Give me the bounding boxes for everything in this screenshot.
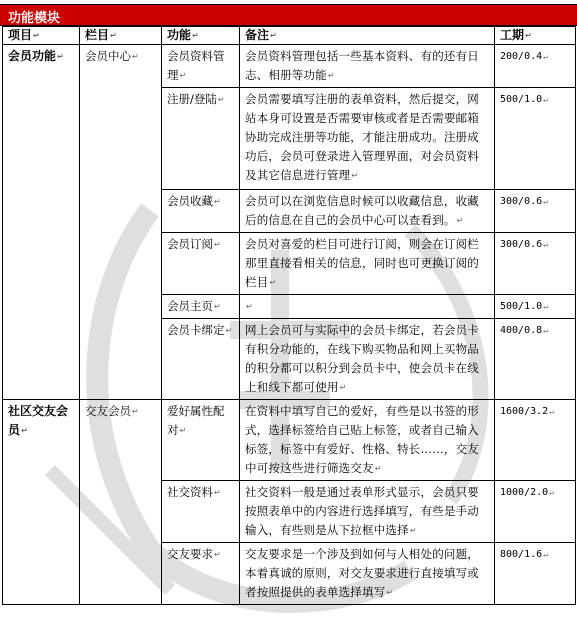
note-cell: 网上会员可与实际中的会员卡绑定，若会员卡有积分功能的，在线下购买物品和网上买物品的积分都可以积分到会员卡中，使会员卡在线上和线下都可使用↵ bbox=[240, 319, 495, 400]
note-cell: 在资料中填写自己的爱好，有些是以书签的形式，选择标签给自己贴上标签，或者自己输入标签，标签中有爱好、性格、特长……，交友中可按这些进行筛选交友↵ bbox=[240, 400, 495, 481]
hours-cell: 300/0.6↵ bbox=[495, 190, 576, 233]
hours-cell: 800/1.6↵ bbox=[495, 543, 576, 605]
table-row bbox=[3, 400, 576, 481]
hours-cell: 500/1.0↵ bbox=[495, 88, 576, 190]
header-hours: 工期↵ bbox=[495, 27, 576, 45]
function-cell: 会员资料管理↵ bbox=[162, 45, 240, 88]
column-cell-member-center: 会员中心↵ bbox=[80, 45, 162, 400]
hours-cell: 500/1.0↵ bbox=[495, 295, 576, 319]
function-cell: 会员卡绑定↵ bbox=[162, 319, 240, 400]
function-cell: 会员订阅↵ bbox=[162, 233, 240, 295]
function-cell: 爱好属性配对↵ bbox=[162, 400, 240, 481]
hours-cell: 1000/2.0↵ bbox=[495, 481, 576, 543]
table-row bbox=[3, 45, 576, 88]
hours-cell: 300/0.6↵ bbox=[495, 233, 576, 295]
note-cell: ↵ bbox=[240, 295, 495, 319]
function-cell: 交友要求↵ bbox=[162, 543, 240, 605]
function-cell: 会员收藏↵ bbox=[162, 190, 240, 233]
function-cell: 会员主页↵ bbox=[162, 295, 240, 319]
item-cell-member: 会员功能↵ bbox=[3, 45, 80, 400]
header-function: 功能↵ bbox=[162, 27, 240, 45]
function-cell: 注册/登陆↵ bbox=[162, 88, 240, 190]
note-cell: 会员可以在浏览信息时候可以收藏信息，收藏后的信息在自己的会员中心可以查看到。↵ bbox=[240, 190, 495, 233]
feature-table bbox=[2, 26, 576, 605]
note-cell: 会员对喜爱的栏目可进行订阅，则会在订阅栏那里直接看相关的信息，同时也可更换订阅的栏目↵ bbox=[240, 233, 495, 295]
hours-cell: 400/0.8↵ bbox=[495, 319, 576, 400]
table-header-row bbox=[3, 27, 576, 45]
section-title-bar bbox=[0, 4, 577, 26]
note-cell: 社交资料一般是通过表单形式显示，会员只要按照表单中的内容进行选择填写，有些是手动输入，有些则是从下拉框中选择↵ bbox=[240, 481, 495, 543]
section-title: 功能模块 bbox=[8, 11, 61, 26]
header-item: 项目↵ bbox=[3, 27, 80, 45]
item-cell-social: 社区交友会员↵ bbox=[3, 400, 80, 605]
header-column: 栏目↵ bbox=[80, 27, 162, 45]
function-cell: 社交资料↵ bbox=[162, 481, 240, 543]
hours-cell: 200/0.4↵ bbox=[495, 45, 576, 88]
column-cell-dating-member: 交友会员↵ bbox=[80, 400, 162, 605]
hours-cell: 1600/3.2↵ bbox=[495, 400, 576, 481]
note-cell: 交友要求是一个涉及到如何与人相处的问题，本着真诚的原则，对交友要求进行直接填写或者按照提供的表单选择填写↵ bbox=[240, 543, 495, 605]
note-cell: 会员资料管理包括一些基本资料、有的还有日志、相册等功能↵ bbox=[240, 45, 495, 88]
header-note: 备注↵ bbox=[240, 27, 495, 45]
note-cell: 会员需要填写注册的表单资料，然后提交，网站本身可设置是否需要审核或者是否需要邮箱协助完成注册等功能，才能注册成功。注册成功后，会员可登录进入管理界面，对会员资料及其它信息进行管理↵ bbox=[240, 88, 495, 190]
